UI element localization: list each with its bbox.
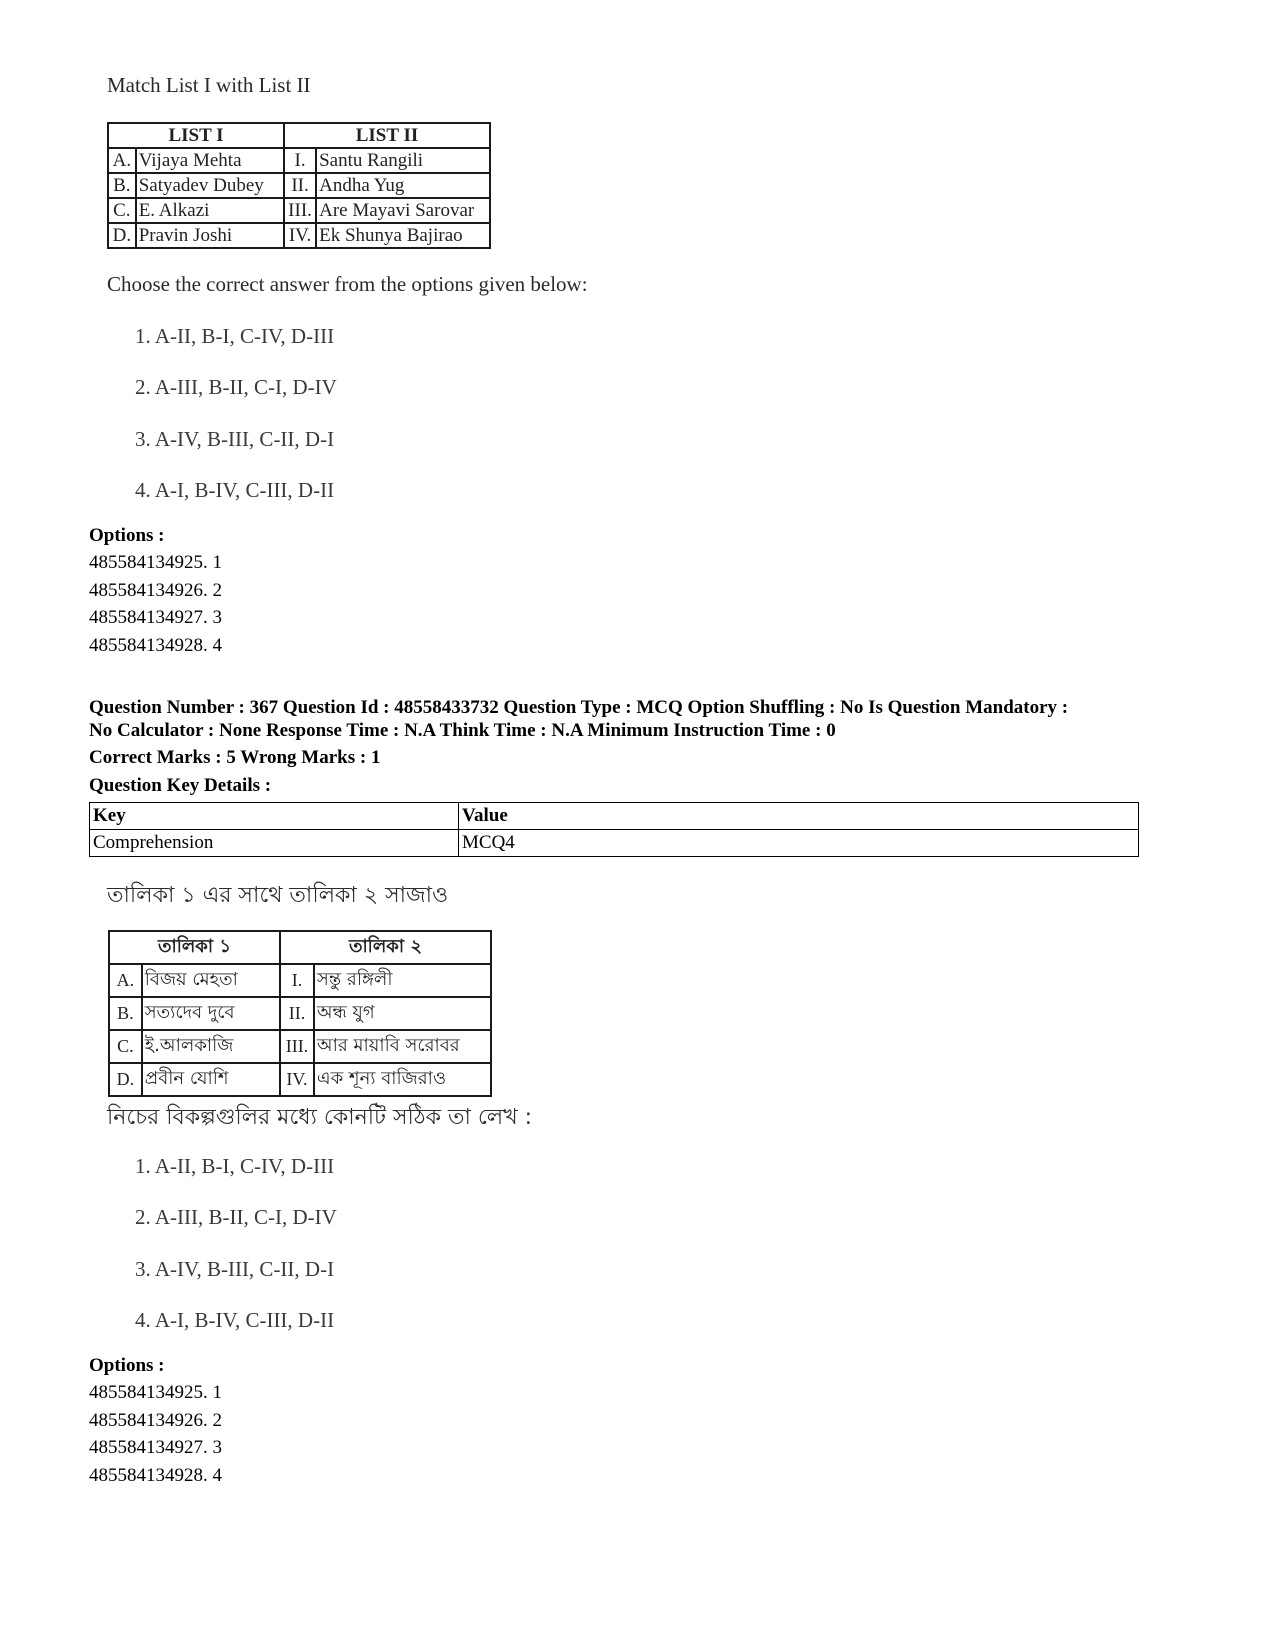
- row-numeral: IV.: [280, 1063, 314, 1096]
- q1-choice-1: 1. A-II, B-I, C-IV, D-III: [135, 324, 335, 348]
- q2-header-list1: তালিকা ১: [109, 931, 280, 964]
- table-row: [108, 148, 490, 173]
- q2-key-details-label: Question Key Details :: [89, 775, 272, 796]
- list1-item: E. Alkazi: [136, 198, 284, 223]
- q1-prompt: Choose the correct answer from the options given below:: [107, 272, 588, 296]
- row-numeral: I.: [280, 964, 314, 997]
- row-letter: C.: [108, 198, 136, 223]
- table-row: [109, 1030, 491, 1063]
- q1-choice-3: 3. A-IV, B-III, C-II, D-I: [135, 427, 335, 451]
- q2-options-label: Options :: [89, 1355, 165, 1376]
- list1-item: প্রবীন যোশি: [142, 1063, 280, 1096]
- row-letter: A.: [109, 964, 142, 997]
- table-row: [109, 964, 491, 997]
- q2-option-1: 485584134925. 1: [89, 1382, 222, 1403]
- list2-item: অন্ধ যুগ: [314, 997, 491, 1030]
- row-numeral: III.: [280, 1030, 314, 1063]
- list1-item: Satyadev Dubey: [136, 173, 284, 198]
- row-letter: D.: [108, 223, 136, 248]
- list1-item: সত্যদেব দুবে: [142, 997, 280, 1030]
- table-row: [109, 997, 491, 1030]
- list2-item: Santu Rangili: [316, 148, 490, 173]
- q1-option-4: 485584134928. 4: [89, 635, 222, 656]
- q2-meta-line1: Question Number : 367 Question Id : 48558433732 Question Type : MCQ Option Shuffling : No Is Question Mandatory :: [89, 697, 1069, 718]
- list1-item: বিজয় মেহতা: [142, 964, 280, 997]
- q1-match-table: [107, 122, 491, 249]
- q2-option-2: 485584134926. 2: [89, 1410, 222, 1431]
- q1-choice-2: 2. A-III, B-II, C-I, D-IV: [135, 375, 337, 399]
- row-numeral: I.: [284, 148, 316, 173]
- q2-key-table: [89, 802, 1139, 857]
- row-letter: D.: [109, 1063, 142, 1096]
- q2-instruction: তালিকা ১ এর সাথে তালিকা ২ সাজাও: [107, 883, 449, 908]
- q2-choice-3: 3. A-IV, B-III, C-II, D-I: [135, 1257, 335, 1281]
- q2-match-table: [108, 930, 492, 1097]
- list2-item: আর মায়াবি সরোবর: [314, 1030, 491, 1063]
- q1-instruction: Match List I with List II: [107, 73, 311, 97]
- table-row: [109, 1063, 491, 1096]
- q2-meta-line2: No Calculator : None Response Time : N.A Think Time : N.A Minimum Instruction Time : 0: [89, 720, 836, 741]
- q1-option-3: 485584134927. 3: [89, 607, 222, 628]
- q1-options-label: Options :: [89, 525, 165, 546]
- key-table-header-key: Key: [90, 803, 459, 830]
- row-numeral: III.: [284, 198, 316, 223]
- row-letter: C.: [109, 1030, 142, 1063]
- table-row: [108, 223, 490, 248]
- row-letter: B.: [108, 173, 136, 198]
- q2-prompt: নিচের বিকল্পগুলির মধ্যে কোনটি সঠিক তা লেখ :: [107, 1105, 533, 1130]
- row-letter: A.: [108, 148, 136, 173]
- row-numeral: II.: [284, 173, 316, 198]
- q1-option-2: 485584134926. 2: [89, 580, 222, 601]
- q2-option-3: 485584134927. 3: [89, 1437, 222, 1458]
- row-letter: B.: [109, 997, 142, 1030]
- list2-item: Andha Yug: [316, 173, 490, 198]
- q2-marks: Correct Marks : 5 Wrong Marks : 1: [89, 747, 381, 768]
- list1-item: Vijaya Mehta: [136, 148, 284, 173]
- q2-choice-1: 1. A-II, B-I, C-IV, D-III: [135, 1154, 335, 1178]
- q1-header-list2: LIST II: [284, 123, 490, 148]
- list1-item: ই.আলকাজি: [142, 1030, 280, 1063]
- list2-item: Are Mayavi Sarovar: [316, 198, 490, 223]
- list2-item: সন্তু রঙ্গিলী: [314, 964, 491, 997]
- row-numeral: IV.: [284, 223, 316, 248]
- q2-choice-4: 4. A-I, B-IV, C-III, D-II: [135, 1308, 335, 1332]
- table-row: [108, 173, 490, 198]
- q1-choice-4: 4. A-I, B-IV, C-III, D-II: [135, 478, 335, 502]
- q2-choice-2: 2. A-III, B-II, C-I, D-IV: [135, 1205, 337, 1229]
- list2-item: Ek Shunya Bajirao: [316, 223, 490, 248]
- key-table-cell-value: MCQ4: [459, 830, 1139, 857]
- list2-item: এক শূন্য বাজিরাও: [314, 1063, 491, 1096]
- q2-option-4: 485584134928. 4: [89, 1465, 222, 1486]
- key-table-cell-key: Comprehension: [90, 830, 459, 857]
- q1-option-1: 485584134925. 1: [89, 552, 222, 573]
- q2-header-list2: তালিকা ২: [280, 931, 491, 964]
- list1-item: Pravin Joshi: [136, 223, 284, 248]
- table-row: [108, 198, 490, 223]
- key-table-header-value: Value: [459, 803, 1139, 830]
- q1-header-list1: LIST I: [108, 123, 284, 148]
- row-numeral: II.: [280, 997, 314, 1030]
